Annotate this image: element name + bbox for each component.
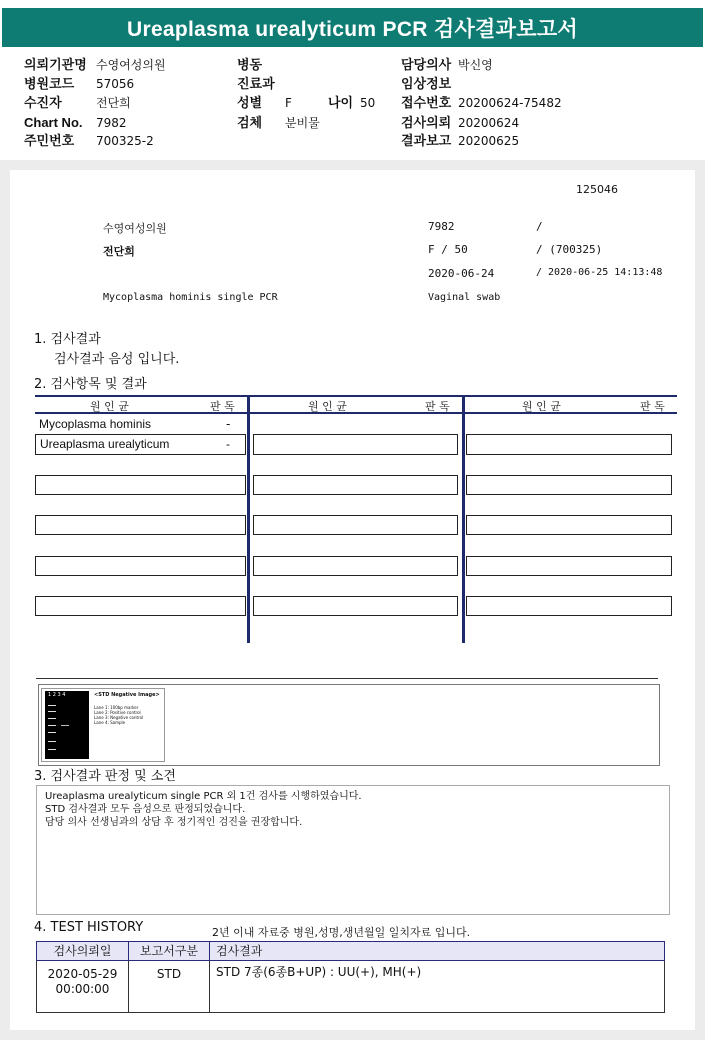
section1-title: 1. 검사결과	[34, 332, 101, 347]
gel-image	[41, 688, 165, 762]
header-resident-no: 주민번호 700325-2	[24, 133, 154, 148]
result-cell-empty	[35, 515, 246, 535]
history-type: STD	[129, 961, 210, 1013]
section3-title: 3. 검사결과 판정 및 소견	[34, 769, 176, 784]
result-value-1: -	[226, 417, 231, 431]
report-specimen: Vaginal swab	[428, 292, 501, 303]
header-sex: 성별 F	[237, 95, 292, 110]
section4-title: 4. TEST HISTORY	[34, 920, 144, 935]
header-clinical-info: 임상정보	[401, 76, 452, 91]
result-name-2: Ureaplasma urealyticum	[40, 437, 170, 451]
header-department: 진료과	[237, 76, 275, 91]
result-cell-empty	[253, 515, 458, 535]
finding-line: Ureaplasma urealyticum single PCR 외 1건 검사를 시행하였습니다.	[45, 791, 362, 802]
col-judge-1: 판 독	[210, 400, 235, 413]
report-chart: 7982	[428, 220, 455, 233]
header-report-date: 결과보고 20200625	[401, 133, 520, 148]
result-value-2: -	[226, 437, 230, 451]
section2-title: 2. 검사항목 및 결과	[34, 377, 147, 392]
col-judge-2: 판 독	[425, 400, 450, 413]
header-receipt-no: 접수번호 20200624-75482	[401, 95, 562, 110]
gel-title: <STD Negative Image>	[94, 692, 160, 698]
history-note: 2년 이내 자료중 병원,성명,생년월일 일치자료 입니다.	[212, 926, 471, 939]
gel-panel	[38, 684, 660, 766]
result-cell-empty	[466, 515, 672, 535]
report-birth: / (700325)	[536, 243, 603, 256]
header-hospital-code: 병원코드 57056	[24, 76, 135, 91]
result-cell-empty	[35, 596, 246, 616]
table-divider-2	[462, 395, 465, 643]
result-cell-empty	[35, 556, 246, 576]
table-top-rule	[35, 395, 677, 397]
history-table	[36, 941, 665, 1013]
header-patient: 수진자 전단희	[24, 95, 131, 110]
header-ward: 병동	[237, 57, 263, 72]
report-hospital: 수영여성의원	[103, 222, 167, 235]
gel-lanes-image	[45, 691, 89, 759]
gel-lane-numbers: 1 2 3 4	[48, 692, 66, 698]
report-sex-age: F / 50	[428, 243, 468, 256]
header-specimen: 검체 분비물	[237, 115, 320, 130]
report-datetime: / 2020-06-25 14:13:48	[536, 267, 663, 278]
history-header-type: 보고서구분	[129, 942, 210, 961]
table-divider-1	[247, 395, 250, 643]
report-body	[10, 170, 695, 1030]
result-cell-empty	[253, 434, 458, 455]
result-row-2	[35, 434, 246, 455]
result-cell-empty	[466, 556, 672, 576]
report-test-name: Mycoplasma hominis single PCR	[103, 292, 278, 303]
result-cell-empty	[253, 556, 458, 576]
history-date-cell	[37, 961, 129, 1013]
header-doctor: 담당의사 박신영	[401, 57, 493, 72]
col-organism-1: 원 인 균	[90, 400, 129, 413]
result-cell-empty	[466, 596, 672, 616]
result-cell-empty	[253, 475, 458, 495]
report-patient: 전단희	[103, 245, 135, 258]
result-name-1: Mycoplasma hominis	[39, 417, 152, 431]
result-cell-empty	[253, 596, 458, 616]
header-request-date: 검사의뢰 20200624	[401, 115, 520, 130]
col-judge-3: 판 독	[640, 400, 665, 413]
header-age: 나이 50	[328, 95, 376, 110]
history-time: 00:00:00	[55, 982, 110, 996]
col-organism-2: 원 인 균	[308, 400, 347, 413]
section1-text: 검사결과 음성 입니다.	[54, 352, 180, 367]
header-hospital: 의뢰기관명 수영여성의원	[24, 57, 166, 72]
gel-top-rule	[36, 678, 658, 679]
findings-box	[36, 785, 670, 915]
col-organism-3: 원 인 균	[522, 400, 561, 413]
history-header-date: 검사의뢰일	[37, 942, 129, 961]
table-header-rule	[35, 412, 677, 414]
report-receipt-date: 2020-06-24	[428, 267, 495, 280]
gel-legend: Lane 1: 100bp marker Lane 2: Positive control Lane 3: Negative control Lane 4: Sample	[94, 705, 144, 725]
history-row	[37, 961, 665, 1013]
result-cell-empty	[466, 475, 672, 495]
history-date: 2020-05-29	[47, 967, 118, 981]
finding-line: 담당 의사 선생님과의 상담 후 정기적인 검진을 권장합니다.	[45, 817, 303, 828]
report-id: 125046	[576, 183, 618, 196]
history-header-result: 검사결과	[210, 942, 665, 961]
report-title: Ureaplasma urealyticum PCR 검사결과보고서	[2, 8, 703, 47]
finding-line: STD 검사결과 모두 음성으로 판정되었습니다.	[45, 804, 246, 815]
header-chart-no: Chart No. 7982	[24, 115, 127, 130]
result-cell-empty	[35, 475, 246, 495]
report-slash: /	[536, 220, 543, 233]
history-result: STD 7종(6종B+UP) : UU(+), MH(+)	[210, 961, 665, 1013]
report-header	[0, 0, 705, 160]
result-cell-empty	[466, 434, 672, 455]
